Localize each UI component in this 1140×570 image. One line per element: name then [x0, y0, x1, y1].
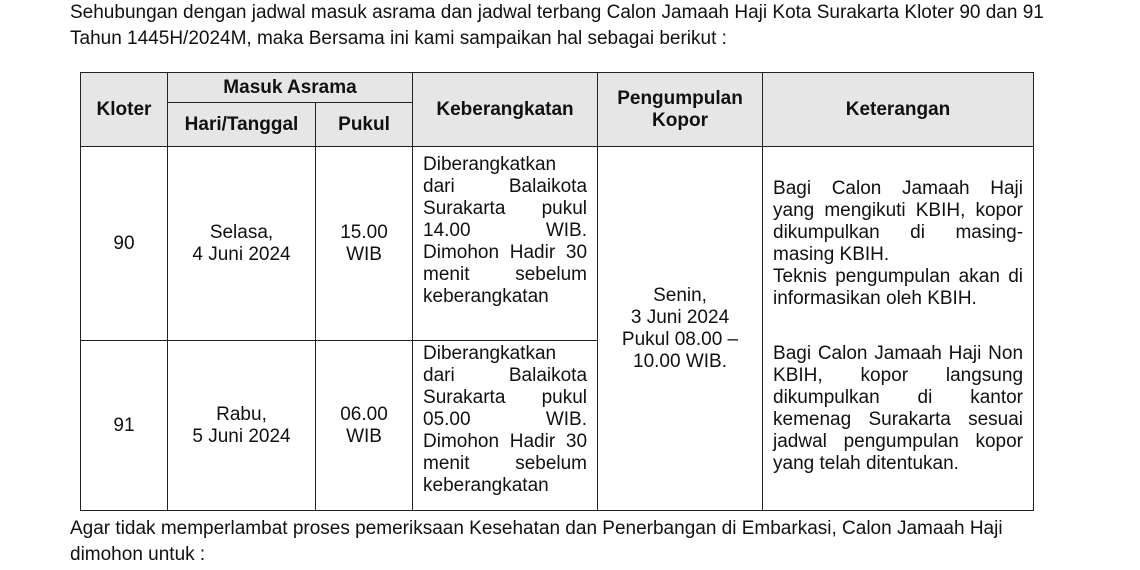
outro-paragraph: Agar tidak memperlambat proses pemeriksaan Kesehatan dan Penerbangan di Embarkasi, Calon Jamaah Haji dimohon untuk : [70, 518, 1003, 565]
kloter-cell: 90 [81, 147, 168, 341]
keterangan-cell [763, 341, 1034, 511]
header-hari-tanggal: Hari/Tanggal [168, 103, 316, 147]
pengumpulan-kopor-cell [598, 147, 763, 511]
hari-line: Rabu, [216, 403, 267, 425]
keterangan-paragraph: Teknis pengumpulan akan di informasikan oleh KBIH. [773, 265, 1024, 309]
keterangan-cell [763, 147, 1034, 341]
header-masuk-asrama: Masuk Asrama [168, 73, 413, 103]
header-pukul: Pukul [316, 103, 413, 147]
pengumpulan-time-start: Pukul 08.00 – [621, 328, 739, 350]
pukul-zone: WIB [346, 425, 382, 447]
keberangkatan-cell: Diberangkatkan dari Balaikota Surakarta pukul 14.00 WIB. Dimohon Hadir 30 menit sebelum keberangkatan [413, 147, 598, 341]
hari-line: Selasa, [209, 221, 274, 243]
hari-tanggal-cell [168, 341, 316, 511]
header-kloter: Kloter [81, 73, 168, 147]
intro-paragraph: Sehubungan dengan jadwal masuk asrama dan jadwal terbang Calon Jamaah Haji Kota Surakarta Kloter 90 dan 91 Tahun 1445H/2024M, maka Bersama ini kami sampaikan hal sebagai berikut : [70, 2, 1044, 49]
keterangan-paragraph: Bagi Calon Jamaah Haji Non KBIH, kopor langsung dikumpulkan di kantor kemenag Surakarta sesuai jadwal pengumpulan kopor yang telah ditentukan. [773, 342, 1024, 474]
pengumpulan-date: 3 Juni 2024 [630, 306, 730, 328]
pukul-zone: WIB [346, 243, 382, 265]
keberangkatan-cell: Diberangkatkan dari Balaikota Surakarta pukul 05.00 WIB. Dimohon Hadir 30 menit sebelum keberangkatan [413, 341, 598, 511]
schedule-table [80, 72, 1034, 511]
tanggal-line: 5 Juni 2024 [192, 425, 291, 447]
header-keterangan: Keterangan [763, 73, 1034, 147]
keterangan-paragraph: Bagi Calon Jamaah Haji yang mengikuti KBIH, kopor dikumpulkan di masing-masing KBIH. [773, 177, 1024, 265]
table-row [81, 147, 1034, 341]
header-keberangkatan: Keberangkatan [413, 73, 598, 147]
tanggal-line: 4 Juni 2024 [192, 243, 291, 265]
header-pengumpulan-kopor [598, 73, 763, 147]
pukul-cell [316, 147, 413, 341]
pukul-time: 15.00 [340, 221, 388, 243]
kloter-cell: 91 [81, 341, 168, 511]
hari-tanggal-cell [168, 147, 316, 341]
pengumpulan-day: Senin, [653, 284, 707, 306]
table-row [81, 341, 1034, 511]
pukul-time: 06.00 [340, 403, 388, 425]
pukul-cell [316, 341, 413, 511]
header-pengumpulan-kopor-label: Pengumpulan Kopor [617, 87, 743, 131]
pengumpulan-time-end: 10.00 WIB. [633, 350, 728, 372]
